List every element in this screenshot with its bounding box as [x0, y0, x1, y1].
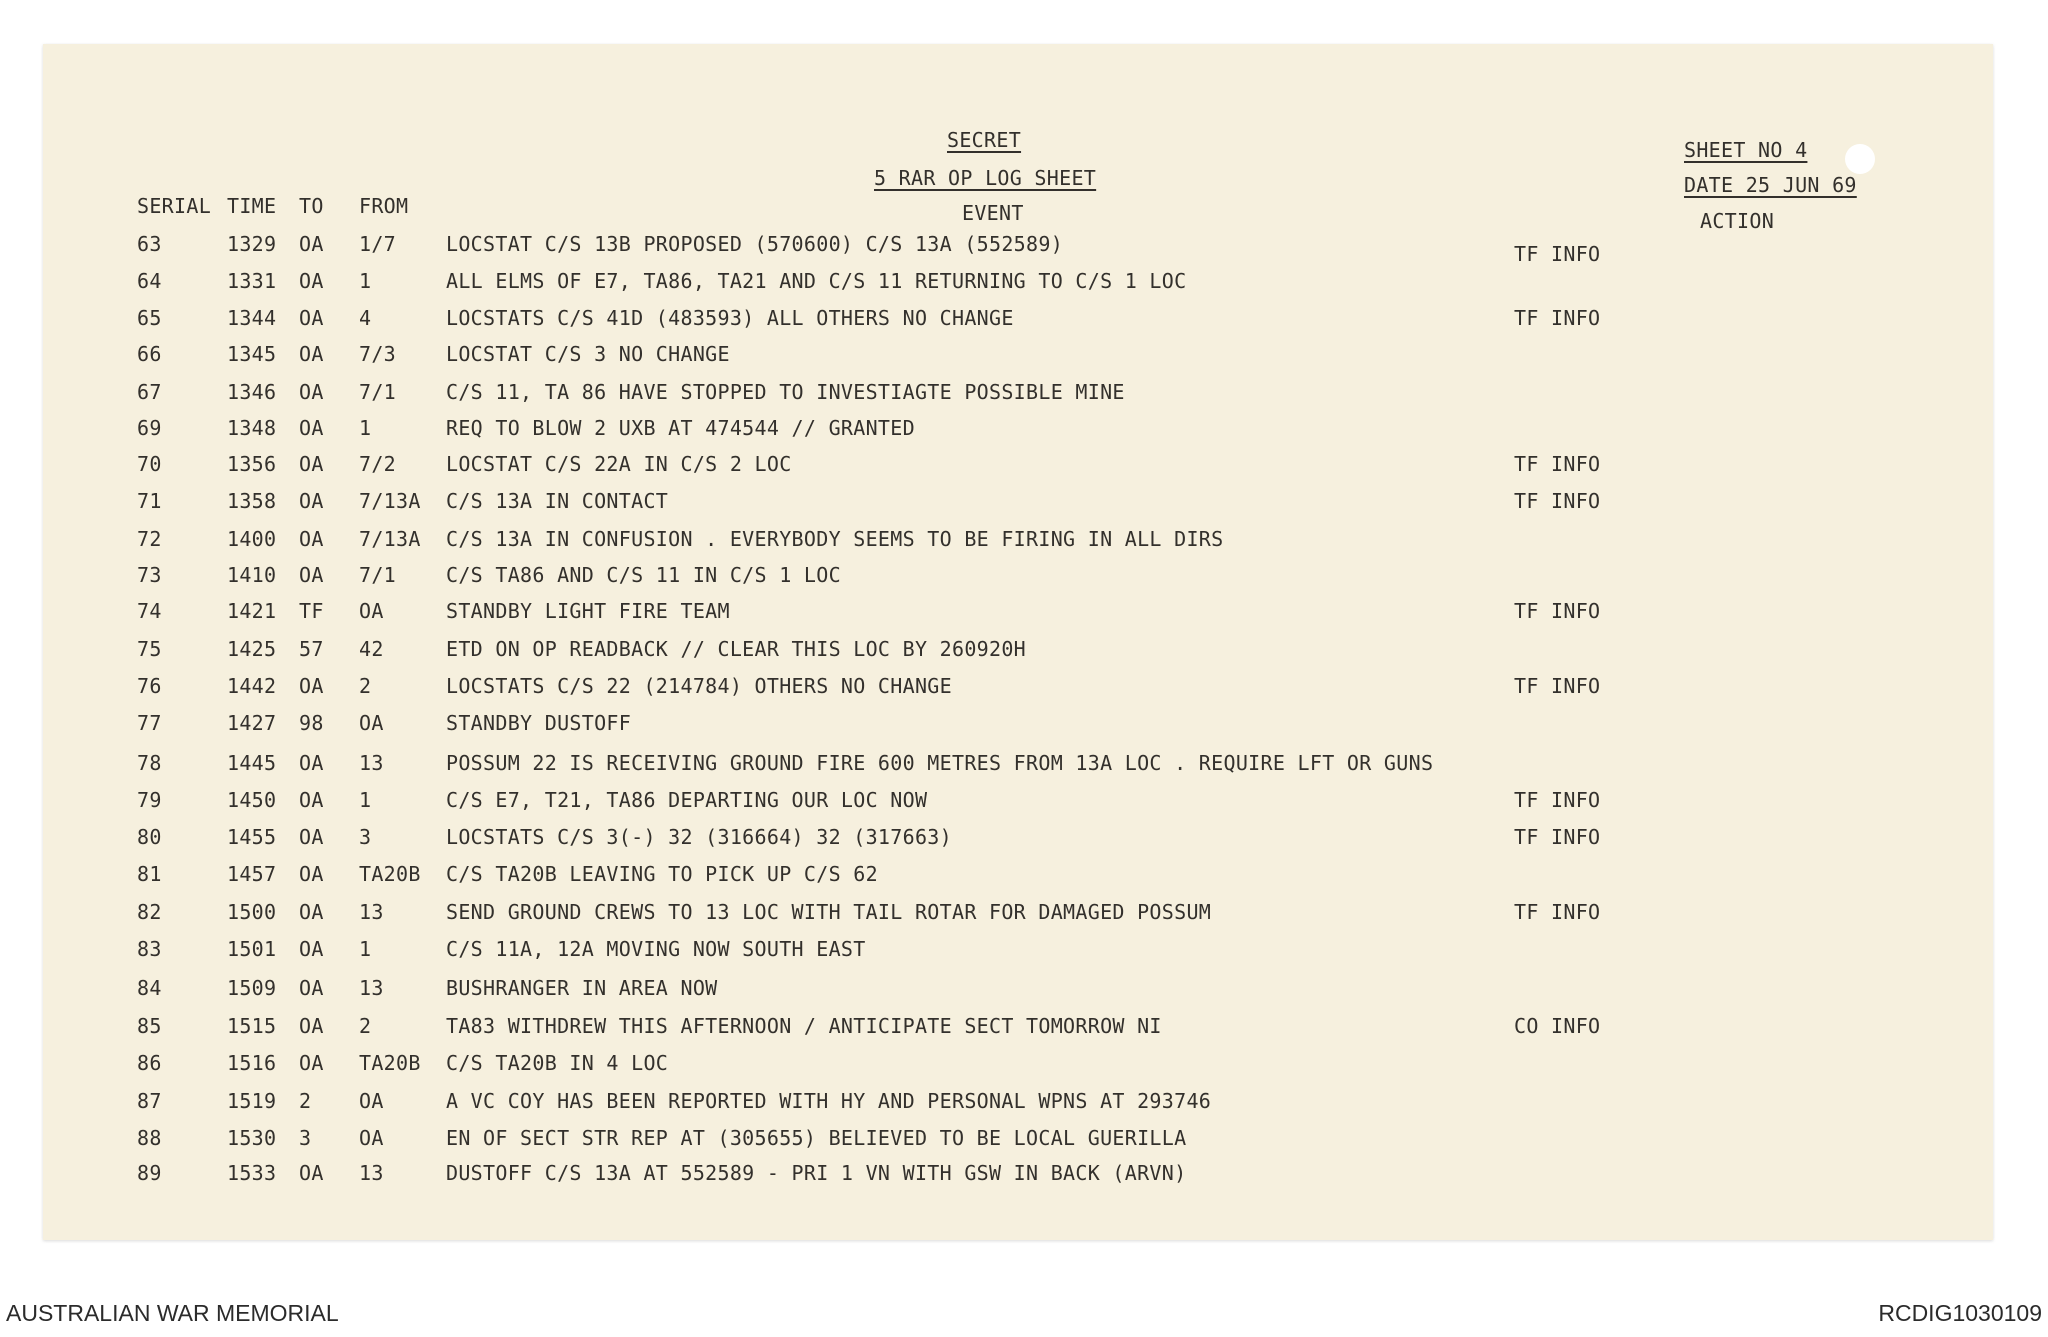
cell-action: TF INFO — [1514, 900, 1601, 924]
cell-event: C/S TA20B LEAVING TO PICK UP C/S 62 — [446, 862, 878, 886]
log-row — [0, 527, 2048, 561]
cell-from: 1 — [359, 416, 372, 440]
cell-time: 1455 — [227, 825, 277, 849]
sheet-date: DATE 25 JUN 69 — [1684, 173, 1857, 197]
cell-time: 1344 — [227, 306, 277, 330]
cell-to: OA — [299, 563, 324, 587]
header-to: TO — [299, 194, 324, 218]
cell-time: 1516 — [227, 1051, 277, 1075]
log-row — [0, 1161, 2048, 1195]
cell-to: OA — [299, 489, 324, 513]
cell-from: OA — [359, 599, 384, 623]
cell-serial: 63 — [137, 232, 162, 256]
classification-label: SECRET — [947, 128, 1022, 152]
cell-to: OA — [299, 900, 324, 924]
cell-from: 13 — [359, 900, 384, 924]
cell-from: 7/1 — [359, 563, 397, 587]
cell-time: 1445 — [227, 751, 277, 775]
cell-serial: 71 — [137, 489, 162, 513]
cell-event: C/S TA86 AND C/S 11 IN C/S 1 LOC — [446, 563, 841, 587]
cell-time: 1348 — [227, 416, 277, 440]
cell-time: 1345 — [227, 342, 277, 366]
cell-serial: 83 — [137, 937, 162, 961]
cell-event: SEND GROUND CREWS TO 13 LOC WITH TAIL ROTAR FOR DAMAGED POSSUM — [446, 900, 1212, 924]
footer-institution: AUSTRALIAN WAR MEMORIAL — [6, 1300, 339, 1326]
cell-time: 1421 — [227, 599, 277, 623]
cell-serial: 69 — [137, 416, 162, 440]
cell-time: 1427 — [227, 711, 277, 735]
cell-serial: 81 — [137, 862, 162, 886]
cell-time: 1331 — [227, 269, 277, 293]
cell-serial: 73 — [137, 563, 162, 587]
cell-event: STANDBY DUSTOFF — [446, 711, 632, 735]
cell-time: 1400 — [227, 527, 277, 551]
cell-from: 1/7 — [359, 232, 397, 256]
cell-event: C/S 11A, 12A MOVING NOW SOUTH EAST — [446, 937, 866, 961]
cell-serial: 78 — [137, 751, 162, 775]
cell-to: OA — [299, 232, 324, 256]
cell-time: 1425 — [227, 637, 277, 661]
cell-event: DUSTOFF C/S 13A AT 552589 - PRI 1 VN WITH GSW IN BACK (ARVN) — [446, 1161, 1187, 1185]
cell-event: ETD ON OP READBACK // CLEAR THIS LOC BY 260920H — [446, 637, 1027, 661]
cell-serial: 70 — [137, 452, 162, 476]
cell-from: 13 — [359, 751, 384, 775]
cell-serial: 86 — [137, 1051, 162, 1075]
cell-action: TF INFO — [1514, 452, 1601, 476]
cell-from: 7/13A — [359, 527, 421, 551]
cell-serial: 65 — [137, 306, 162, 330]
header-serial: SERIAL — [137, 194, 212, 218]
cell-time: 1515 — [227, 1014, 277, 1038]
cell-action: TF INFO — [1514, 306, 1601, 330]
log-row — [0, 637, 2048, 671]
cell-time: 1519 — [227, 1089, 277, 1113]
footer-record-id: RCDIG1030109 — [1878, 1300, 2042, 1326]
cell-from: 1 — [359, 937, 372, 961]
cell-from: 1 — [359, 269, 372, 293]
cell-to: OA — [299, 380, 324, 404]
cell-to: OA — [299, 937, 324, 961]
log-row — [0, 269, 2048, 303]
cell-time: 1329 — [227, 232, 277, 256]
cell-to: OA — [299, 416, 324, 440]
cell-serial: 77 — [137, 711, 162, 735]
cell-event: TA83 WITHDREW THIS AFTERNOON / ANTICIPATE SECT TOMORROW NI — [446, 1014, 1162, 1038]
cell-time: 1410 — [227, 563, 277, 587]
cell-to: 98 — [299, 711, 324, 735]
cell-serial: 76 — [137, 674, 162, 698]
cell-from: OA — [359, 1126, 384, 1150]
cell-from: 3 — [359, 825, 372, 849]
cell-to: OA — [299, 976, 324, 1000]
log-row — [0, 599, 2048, 633]
cell-from: 4 — [359, 306, 372, 330]
log-row — [0, 788, 2048, 822]
cell-event: LOCSTAT C/S 22A IN C/S 2 LOC — [446, 452, 792, 476]
cell-from: 42 — [359, 637, 384, 661]
cell-event: BUSHRANGER IN AREA NOW — [446, 976, 718, 1000]
cell-serial: 72 — [137, 527, 162, 551]
log-row — [0, 862, 2048, 896]
cell-action: TF INFO — [1514, 489, 1601, 513]
cell-to: 2 — [299, 1089, 312, 1113]
log-row — [0, 711, 2048, 745]
cell-event: STANDBY LIGHT FIRE TEAM — [446, 599, 730, 623]
log-row — [0, 1051, 2048, 1085]
cell-action: TF INFO — [1514, 674, 1601, 698]
cell-event: LOCSTAT C/S 13B PROPOSED (570600) C/S 13A (552589) — [446, 232, 1064, 256]
log-row — [0, 674, 2048, 708]
cell-event: C/S E7, T21, TA86 DEPARTING OUR LOC NOW — [446, 788, 928, 812]
log-row — [0, 937, 2048, 971]
cell-from: 2 — [359, 674, 372, 698]
cell-from: 1 — [359, 788, 372, 812]
cell-event: C/S 11, TA 86 HAVE STOPPED TO INVESTIAGTE POSSIBLE MINE — [446, 380, 1125, 404]
cell-event: C/S TA20B IN 4 LOC — [446, 1051, 669, 1075]
header-from: FROM — [359, 194, 409, 218]
cell-from: 2 — [359, 1014, 372, 1038]
cell-serial: 80 — [137, 825, 162, 849]
cell-serial: 89 — [137, 1161, 162, 1185]
cell-time: 1457 — [227, 862, 277, 886]
cell-from: TA20B — [359, 1051, 421, 1075]
cell-from: 13 — [359, 976, 384, 1000]
cell-to: OA — [299, 751, 324, 775]
cell-from: 13 — [359, 1161, 384, 1185]
log-row — [0, 976, 2048, 1010]
cell-event: C/S 13A IN CONFUSION . EVERYBODY SEEMS TO BE FIRING IN ALL DIRS — [446, 527, 1224, 551]
cell-time: 1356 — [227, 452, 277, 476]
log-row — [0, 452, 2048, 486]
cell-serial: 64 — [137, 269, 162, 293]
cell-to: OA — [299, 306, 324, 330]
cell-time: 1358 — [227, 489, 277, 513]
cell-to: OA — [299, 1161, 324, 1185]
cell-event: REQ TO BLOW 2 UXB AT 474544 // GRANTED — [446, 416, 915, 440]
cell-event: LOCSTATS C/S 3(-) 32 (316664) 32 (317663) — [446, 825, 952, 849]
log-row — [0, 1126, 2048, 1160]
header-event: EVENT — [962, 201, 1024, 225]
cell-time: 1450 — [227, 788, 277, 812]
cell-to: OA — [299, 1014, 324, 1038]
cell-event: EN OF SECT STR REP AT (305655) BELIEVED TO BE LOCAL GUERILLA — [446, 1126, 1187, 1150]
cell-from: OA — [359, 711, 384, 735]
punch-hole — [1845, 144, 1875, 174]
cell-serial: 67 — [137, 380, 162, 404]
cell-from: 7/3 — [359, 342, 397, 366]
cell-serial: 85 — [137, 1014, 162, 1038]
cell-action: TF INFO — [1514, 242, 1601, 266]
log-row — [0, 306, 2048, 340]
cell-from: 7/2 — [359, 452, 397, 476]
cell-time: 1346 — [227, 380, 277, 404]
cell-serial: 75 — [137, 637, 162, 661]
cell-event: ALL ELMS OF E7, TA86, TA21 AND C/S 11 RETURNING TO C/S 1 LOC — [446, 269, 1187, 293]
cell-to: 57 — [299, 637, 324, 661]
cell-action: CO INFO — [1514, 1014, 1601, 1038]
log-row — [0, 489, 2048, 523]
cell-time: 1530 — [227, 1126, 277, 1150]
cell-time: 1509 — [227, 976, 277, 1000]
log-row — [0, 1014, 2048, 1048]
cell-action: TF INFO — [1514, 825, 1601, 849]
cell-to: OA — [299, 862, 324, 886]
cell-to: 3 — [299, 1126, 312, 1150]
cell-from: 7/13A — [359, 489, 421, 513]
cell-event: A VC COY HAS BEEN REPORTED WITH HY AND PERSONAL WPNS AT 293746 — [446, 1089, 1212, 1113]
header-action: ACTION — [1700, 209, 1775, 233]
log-row — [0, 416, 2048, 450]
cell-to: OA — [299, 788, 324, 812]
cell-event: POSSUM 22 IS RECEIVING GROUND FIRE 600 METRES FROM 13A LOC . REQUIRE LFT OR GUNS — [446, 751, 1434, 775]
cell-to: OA — [299, 452, 324, 476]
cell-event: LOCSTATS C/S 22 (214784) OTHERS NO CHANGE — [446, 674, 952, 698]
cell-from: OA — [359, 1089, 384, 1113]
log-row — [0, 563, 2048, 597]
cell-serial: 74 — [137, 599, 162, 623]
log-row — [0, 232, 2048, 266]
log-row — [0, 380, 2048, 414]
cell-to: OA — [299, 1051, 324, 1075]
cell-event: LOCSTAT C/S 3 NO CHANGE — [446, 342, 730, 366]
cell-event: LOCSTATS C/S 41D (483593) ALL OTHERS NO CHANGE — [446, 306, 1014, 330]
header-time: TIME — [227, 194, 277, 218]
cell-to: OA — [299, 342, 324, 366]
cell-action: TF INFO — [1514, 599, 1601, 623]
log-row — [0, 342, 2048, 376]
cell-to: OA — [299, 674, 324, 698]
log-row — [0, 900, 2048, 934]
cell-time: 1500 — [227, 900, 277, 924]
cell-to: TF — [299, 599, 324, 623]
cell-from: 7/1 — [359, 380, 397, 404]
cell-from: TA20B — [359, 862, 421, 886]
cell-time: 1533 — [227, 1161, 277, 1185]
cell-serial: 79 — [137, 788, 162, 812]
cell-to: OA — [299, 269, 324, 293]
cell-serial: 82 — [137, 900, 162, 924]
log-row — [0, 825, 2048, 859]
cell-serial: 84 — [137, 976, 162, 1000]
cell-serial: 88 — [137, 1126, 162, 1150]
cell-time: 1442 — [227, 674, 277, 698]
cell-to: OA — [299, 825, 324, 849]
log-row — [0, 1089, 2048, 1123]
cell-action: TF INFO — [1514, 788, 1601, 812]
cell-serial: 66 — [137, 342, 162, 366]
cell-event: C/S 13A IN CONTACT — [446, 489, 669, 513]
document-title: 5 RAR OP LOG SHEET — [874, 166, 1097, 190]
cell-serial: 87 — [137, 1089, 162, 1113]
cell-time: 1501 — [227, 937, 277, 961]
log-row — [0, 751, 2048, 785]
sheet-number: SHEET NO 4 — [1684, 138, 1808, 162]
cell-to: OA — [299, 527, 324, 551]
